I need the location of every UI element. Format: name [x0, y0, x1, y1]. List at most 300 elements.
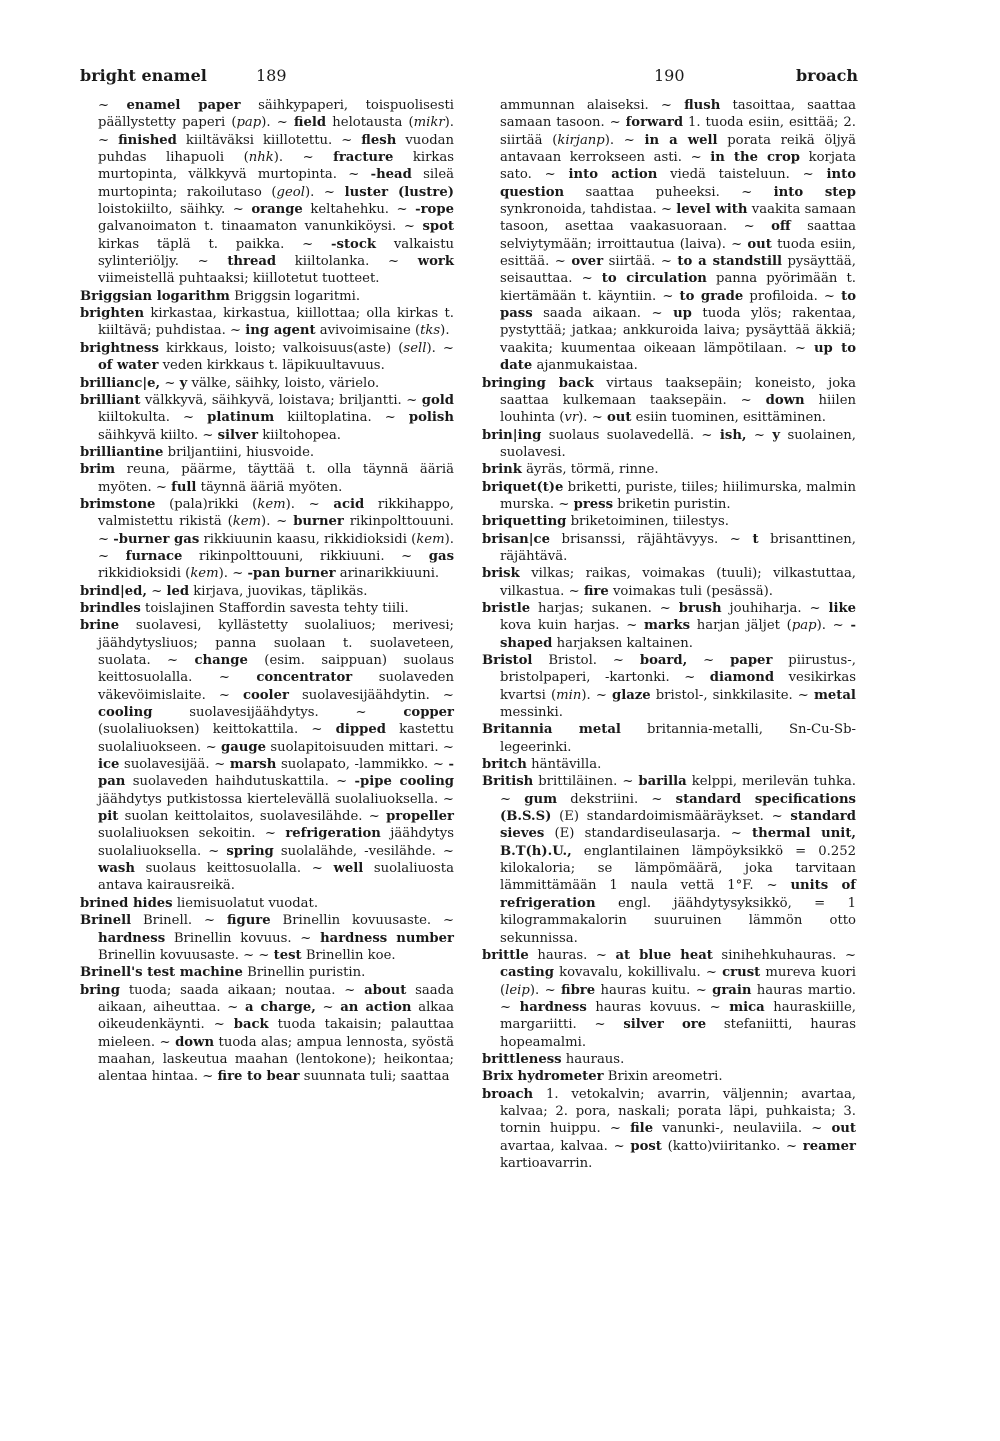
translation-text: .: [586, 687, 591, 703]
subentry-term: dipped: [335, 722, 386, 738]
translation-text: suolapitoisuuden mittari.: [270, 739, 439, 755]
headword: brighten: [80, 306, 145, 322]
translation-text: tuoda esiin, esittää.: [500, 236, 856, 270]
subentry-term: propeller: [386, 809, 454, 825]
subentry-term: burner: [293, 514, 344, 530]
translation-text: suolaliuosta antava kairausreikä.: [98, 861, 454, 894]
subentry-term: down: [175, 1034, 215, 1050]
subentry-term: -pan: [98, 757, 454, 790]
swung-dash: ~: [581, 271, 593, 287]
swung-dash: ~: [197, 254, 209, 270]
subentry-term: marsh: [229, 757, 277, 773]
swung-dash: ~: [595, 947, 607, 963]
headword: briquetting: [482, 514, 567, 530]
subentry-term: t: [752, 531, 759, 547]
translation-text: (suolaliuoksen) keittokattila.: [98, 722, 299, 738]
subentry-term: to circulation: [601, 271, 707, 287]
translation-text: .: [449, 115, 454, 131]
swung-dash: ~: [594, 1017, 606, 1033]
subentry-term: press: [573, 496, 614, 512]
translation-text: alkaa oikeudenkäynti.: [98, 999, 454, 1033]
swung-dash: ~: [98, 132, 110, 148]
translation-text: vesikirkas kvartsi: [500, 670, 856, 703]
dictionary-entry: ~ enamel paper säihkypaperi, toispuolisesti päällystetty paperi (pap). ~ field helotausta (mikr). ~ finished kiiltäväksi kiillotettu. ~ flesh vuodan puhdas lihapuoli (nhk). ~ fracture kirkas murtopinta, välkkyvä murtopinta. ~ -head sileä murtopinta; rakoilutaso (geol). ~ luster (lustre) loistokiilto, säihky. ~ orange keltahehku. ~ -rope galvanoimaton t. tinaamaton vanunkiköysi. ~ spot kirkas täplä t. paikka. ~ -stock valkaistu sylinteriöljy. ~ thread kiiltolanka. ~ work viimeistellä puhtaaksi; kiillotetut tuotteet.: [98, 98, 455, 287]
swung-dash: ~: [612, 653, 624, 668]
swung-dash: ~: [218, 670, 230, 686]
swung-dash: ~: [98, 548, 110, 564]
subentry-term: spot: [422, 219, 455, 235]
translation-text: .: [266, 115, 271, 131]
dictionary-entry: bringing back virtaus taaksepäin; koneisto, joka saattaa kulkemaan taaksepäin. ~ down hiilen louhinta (vr). ~ out esiin tuominen, esittäminen.: [482, 375, 856, 426]
header-right-page-number: 190: [654, 66, 685, 85]
subentry-term: post: [630, 1138, 662, 1154]
headword: brilliant: [80, 392, 141, 408]
swung-dash: ~: [183, 410, 195, 426]
translation-text: loistokiilto, säihky.: [98, 202, 226, 218]
swung-dash: ~: [322, 999, 334, 1015]
translation-text: hiilen louhinta: [500, 392, 856, 426]
subentry-term: fire to bear: [217, 1069, 300, 1085]
translation-text: kiiltäväksi kiillotettu.: [185, 132, 333, 148]
translation-text: välke, säihky, loisto, värielo.: [191, 375, 380, 391]
headword: britch: [482, 757, 527, 773]
headword: briquet(t)e: [482, 479, 564, 495]
subentry-term: grain: [712, 982, 752, 998]
dictionary-entry: [482, 1051, 856, 1068]
swung-dash: ~: [230, 323, 242, 339]
field-abbreviation: geol: [276, 184, 305, 200]
translation-text: kirjava, juovikas, täplikäs.: [193, 583, 368, 599]
headword: brim: [80, 462, 116, 478]
translation-text: sileä murtopinta; rakoilutaso: [98, 167, 454, 200]
translation-text: .: [223, 566, 228, 582]
translation-text: ammunnan alaiseksi.: [500, 98, 649, 113]
swung-dash: ~: [701, 427, 713, 443]
subentry-term: standard sieves: [500, 809, 856, 842]
swung-dash: ~: [232, 566, 244, 582]
swung-dash: ~: [609, 1121, 621, 1137]
dictionary-entry: [80, 964, 454, 981]
subentry-term: brush: [678, 600, 722, 616]
subentry-term: gold: [421, 392, 454, 408]
translation-text: Brinellin koe.: [305, 947, 396, 963]
dictionary-entry: brimstone (pala)rikki (kem). ~ acid rikkihappo, valmistettu rikistä (kem). ~ burner rikinpolttouuni. ~ -burner gas rikkiuunin kaasu, rikkidioksidi (kem). ~ furnace rikinpolttouuni, rikkiuuni. ~ gas rikkidioksidi (kem). ~ -pan burner arinarikkiuuni.: [80, 496, 454, 582]
dictionary-entry: [482, 531, 856, 566]
translation-text: suolaveden väkevöimislaite.: [98, 670, 454, 703]
subentry-term: like: [828, 600, 856, 616]
subentry-term: thread: [227, 254, 277, 270]
translation-text: suolan keittolaitos, suolavesilähde.: [124, 809, 363, 825]
subentry-term: -stock: [331, 236, 376, 252]
translation-text: sinihehkuhauras.: [721, 947, 837, 963]
translation-text: porata reikä öljyä antavaan kerrokseen asti.: [500, 132, 856, 166]
swung-dash: ~: [442, 340, 454, 356]
subentry-term: diamond: [709, 670, 775, 686]
swung-dash: ~: [651, 306, 663, 322]
headword: bringing back: [482, 375, 594, 391]
subentry-term: into step: [773, 184, 856, 200]
field-abbreviation: pap: [236, 115, 262, 131]
translation-text: kastettu suolaliuokseen.: [98, 722, 454, 755]
translation-text: kelppi, merilevän tuhka.: [691, 774, 857, 790]
subentry-term: casting: [500, 965, 554, 981]
swung-dash: ~: [227, 999, 239, 1015]
swung-dash: ~: [740, 392, 752, 408]
swung-dash: ~: [609, 115, 621, 131]
translation-text: .: [266, 514, 271, 530]
translation-text: tuoda ylös; rakentaa, pystyttää; jatkaa; ankkuroida laiva; pysäyttää äkkiä; vaakita; kuumentaa oikeaan lämpötilaan.: [500, 306, 856, 356]
swung-dash: ~: [794, 340, 806, 356]
subentry-term: hardness: [519, 999, 587, 1015]
translation-text: hauras.: [537, 947, 588, 963]
swung-dash: ~: [660, 254, 672, 270]
translation-text: (pala)rikki: [169, 496, 239, 512]
swung-dash: ~: [387, 254, 400, 270]
translation-text: brittiläinen.: [538, 774, 618, 790]
swung-dash: ~: [626, 618, 638, 634]
subentry-term: -rope: [415, 202, 454, 218]
swung-dash: ~: [662, 288, 674, 304]
subentry-term: file: [630, 1121, 654, 1137]
translation-text: kirkas täplä t. paikka.: [98, 236, 285, 252]
swung-dash: ~: [811, 1121, 823, 1137]
dictionary-entry: [482, 513, 856, 530]
swung-dash: ~: [730, 826, 742, 842]
headword: brined hides: [80, 895, 173, 911]
subentry-term: into action: [568, 167, 658, 183]
translation-text: brisanssi, räjähtävyys.: [561, 531, 719, 547]
subentry-term: silver: [217, 427, 259, 443]
translation-text: saada aikaan, aiheuttaa.: [98, 982, 454, 1015]
swung-dash: ~: [622, 774, 634, 790]
translation-text: kiiltohopea.: [262, 427, 341, 443]
dictionary-entry: ammunnan alaiseksi. ~ flush tasoittaa, saattaa samaan tasoon. ~ forward 1. tuoda esiin, esittää; 2. siirtää (kirjanp). ~ in a well porata reikä öljyä antavaan kerrokseen asti. ~ in the crop korjata sato. ~ into action viedä taisteluun. ~ into question saattaa puheeksi. ~ into step synkronoida, tahdistaa. ~ level with vaakita samaan tasoon, asettaa vaakasuoraan. ~ off saattaa selviytymään; irroittautua (laiva). ~ out tuoda esiin, esittää. ~ over siirtää. ~ to a standstill pysäyttää, seisauttaa. ~ to circulation panna pyörimään t. kiertämään t. käyntiin. ~ to grade profiloida. ~ to pass saada aikaan. ~ up tuoda ylös; rakentaa, pystyttää; jatkaa; ankkuroida laiva; pysäyttää äkkiä; vaakita; kuumentaa oikeaan lämpötilaan. ~ up to date ajanmukaistaa.: [500, 98, 857, 374]
subentry-term: -pan burner: [247, 566, 336, 582]
translation-text: suolaveden haihdutuskattila.: [132, 774, 329, 790]
headword: brillianc|e,: [80, 375, 161, 391]
swung-dash: ~: [785, 1138, 798, 1154]
swung-dash: ~: [743, 219, 755, 235]
subentry-term: up to date: [500, 340, 857, 374]
subentry-term: thermal unit, B.T(h).U.,: [500, 826, 856, 859]
translation-text: synkronoida, tahdistaa.: [500, 202, 657, 218]
subentry-term: concentrator: [256, 670, 353, 686]
subentry-term: into question: [500, 167, 856, 200]
dictionary-entry: brighten kirkastaa, kirkastua, kiillottaa; olla kirkas t. kiiltävä; puhdistaa. ~ ing agent avivoimisaine (tks).: [80, 306, 454, 339]
subentry-term: reamer: [802, 1138, 856, 1154]
headword: brilliantine: [80, 444, 164, 460]
translation-text: (katto)viiritanko.: [667, 1138, 781, 1154]
subentry-term: an action: [340, 999, 412, 1015]
subentry-term: enamel paper: [126, 98, 241, 113]
swung-dash: ~: [323, 184, 335, 200]
subentry-term: mica: [729, 999, 765, 1015]
translation-text: vuodan puhdas lihapuoli: [98, 132, 454, 166]
swung-dash: ~: [709, 999, 721, 1015]
swung-dash: ~: [203, 913, 216, 929]
translation-text: .: [583, 410, 588, 426]
dictionary-entry: [80, 982, 454, 1086]
subentry-term: full: [171, 479, 197, 495]
subentry-term: y: [179, 375, 188, 391]
dictionary-entry: brightness kirkkaus, loisto; valkoisuus(aste) (sell). ~ of water veden kirkkaus t. läpikuultavuus.: [80, 340, 454, 374]
header-right-word: broach: [795, 66, 858, 85]
left-column: [80, 97, 454, 1086]
translation-text: .: [290, 496, 295, 512]
subentry-term: furnace: [125, 548, 183, 564]
translation-text: briljantiini, hiusvoide.: [167, 444, 315, 460]
translation-text: briketin puristin.: [617, 496, 731, 512]
headword: bristle: [482, 600, 531, 616]
swung-dash: ~: [568, 583, 580, 599]
translation-text: rikinpolttouuni, rikkiuuni.: [199, 548, 385, 564]
translation-text: .: [449, 531, 454, 547]
subentry-term: -shaped: [500, 618, 856, 651]
swung-dash: ~: [695, 982, 707, 998]
subentry-term: pit: [98, 809, 119, 825]
subentry-term: over: [571, 254, 604, 270]
swung-dash: ~: [651, 791, 663, 807]
subentry-term: ing agent: [245, 323, 316, 339]
headword: brind|ed,: [80, 583, 147, 599]
field-abbreviation: mikr: [413, 115, 445, 131]
translation-text: Brinellin kovuus.: [173, 930, 292, 946]
translation-text: hauras martio.: [756, 982, 856, 998]
subentry-term: fracture: [333, 150, 394, 166]
translation-text: välkkyvä, säihkyvä, loistava; briljantti.: [144, 392, 402, 408]
subentry-term: -burner gas: [113, 531, 200, 547]
translation-text: tuoda alas; ampua lennosta, syöstä maahan, laskeutua maahan (lentokone); heikontaa; alentaa hintaa.: [98, 1034, 454, 1085]
subentry-term: off: [771, 219, 791, 235]
swung-dash: ~: [623, 132, 635, 148]
swung-dash: ~: [218, 687, 230, 703]
swung-dash: ~: [558, 496, 570, 512]
swung-dash: ~: [311, 722, 323, 738]
subentry-term: copper: [403, 705, 454, 721]
swung-dash: ~: [213, 1017, 225, 1033]
translation-text: korjata sato.: [500, 150, 856, 183]
swung-dash: ~: [660, 98, 672, 113]
translation-text: vaakita samaan tasoon, asettaa vaakasuoraan.: [500, 202, 856, 235]
swung-dash: ~: [613, 1138, 625, 1154]
dictionary-entry: [80, 392, 454, 444]
subentry-term: acid: [333, 496, 365, 512]
dictionary-entry: [482, 461, 856, 478]
translation-text: englantilainen lämpöyksikkö = 0.252 kilokaloria; se lämpömäärä, joka tarvitaan lämmittämään 1 naula vettä 1°F.: [500, 843, 856, 894]
swung-dash: ~: [554, 254, 566, 270]
headword: Brinell's test machine: [80, 965, 243, 981]
translation-text: rikkihappo, valmistettu rikistä: [98, 496, 454, 530]
headword: British: [482, 774, 534, 790]
translation-text: suolapato, -lammikko.: [280, 757, 429, 773]
subentry-term: paper: [730, 653, 773, 668]
translation-text: pysäyttää, seisauttaa.: [500, 254, 856, 287]
subentry-term: out: [747, 236, 772, 252]
translation-text: kiiltoplatina.: [287, 410, 372, 426]
translation-text: 1. tuoda esiin, esittää; 2. siirtää: [500, 115, 856, 148]
subentry-term: glaze: [611, 687, 651, 703]
headword: brimstone: [80, 496, 156, 512]
subentry-term: orange: [251, 202, 303, 218]
translation-text: harjas; sukanen.: [538, 600, 652, 616]
field-abbreviation: vr: [564, 410, 579, 426]
translation-text: (esim. saippuan) suolaus keittosuolalla.: [98, 653, 454, 686]
translation-text: Brinellin puristin.: [247, 965, 366, 981]
translation-text: .: [431, 340, 436, 356]
swung-dash: ~: [544, 167, 556, 183]
translation-text: stefaniitti, hauras hopeamalmi.: [500, 1017, 856, 1050]
headword: Briggsian logarithm: [80, 288, 230, 304]
headword: brine: [80, 618, 120, 634]
subentry-term: standard specifications (B.S.S): [500, 791, 856, 825]
subentry-term: about: [364, 982, 407, 998]
swung-dash: ~: [703, 653, 715, 668]
translation-text: reuna, päärme, täyttää t. olla täynnä ääriä myöten.: [98, 462, 454, 495]
swung-dash: ~: [205, 739, 217, 755]
dictionary-entry: bristle harjas; sukanen. ~ brush jouhiharja. ~ like kova kuin harjas. ~ marks harjan jäljet (pap). ~ -shaped harjaksen kaltainen.: [482, 600, 856, 651]
swung-dash: ~: [98, 531, 110, 547]
field-abbreviation: kem: [416, 531, 445, 547]
swung-dash: ~: [797, 687, 809, 703]
translation-text: tuoda; saada aikaan; noutaa.: [128, 982, 336, 998]
translation-text: harjaksen kaltainen.: [556, 635, 693, 651]
translation-text: kirkas murtopinta, välkkyvä murtopinta.: [98, 150, 454, 183]
swung-dash: ~: [500, 791, 512, 807]
swung-dash: ~: [690, 150, 702, 166]
subentry-term: spring: [226, 843, 274, 859]
subentry-term: ice: [98, 757, 120, 773]
translation-text: saattaa puheeksi.: [585, 184, 720, 200]
field-abbreviation: leip: [505, 982, 530, 998]
field-abbreviation: tks: [420, 323, 441, 339]
swung-dash: ~: [341, 132, 353, 148]
translation-text: kovavalu, kokillivalu.: [559, 965, 701, 981]
swung-dash: ~: [159, 1034, 171, 1050]
translation-text: profiloida.: [749, 288, 818, 304]
subentry-term: well: [333, 861, 364, 877]
field-abbreviation: nhk: [248, 150, 274, 166]
subentry-term: in the crop: [710, 150, 800, 166]
swung-dash: ~: [311, 861, 323, 877]
swung-dash: ~: [442, 791, 454, 807]
headword: brisk: [482, 566, 520, 582]
swung-dash: ~: [214, 757, 226, 773]
translation-text: engl. jäähdytysyksikkö, = 1 kilogrammakalorin suuruinen lämmön otto sekunnissa.: [500, 895, 856, 946]
headword: brink: [482, 462, 522, 478]
translation-text: voimakas tuli (pesässä).: [612, 583, 773, 599]
translation-text: jäähdytys putkistossa kiertelevällä suolaliuoksella.: [98, 791, 439, 807]
translation-text: saada aikaan.: [543, 306, 641, 322]
translation-text: Brinellin kovuusaste.: [282, 913, 432, 929]
swung-dash: ~: [753, 427, 765, 443]
subentry-term: gauge: [221, 739, 266, 755]
translation-text: galvanoimaton t. tinaamaton vanunkiköysi.: [98, 219, 397, 235]
translation-text: rikinpolttouuni.: [349, 514, 454, 530]
translation-text: Bristol.: [548, 653, 597, 668]
swung-dash: ~: [308, 496, 320, 512]
headword: brindles: [80, 600, 141, 616]
dictionary-entry: [482, 773, 856, 946]
swung-dash: ~: [396, 202, 408, 218]
swung-dash: ~: [729, 531, 741, 547]
translation-text: Brinellin kovuusaste.: [98, 947, 239, 963]
subentry-term: up: [673, 306, 692, 322]
swung-dash: ~: [660, 202, 673, 218]
translation-text: suolaliuoksen sekoitin.: [98, 826, 256, 842]
subentry-term: board,: [639, 653, 688, 668]
headword: brightness: [80, 340, 159, 356]
subentry-term: in a well: [644, 132, 718, 148]
swung-dash: ~: [442, 739, 454, 755]
subentry-term: metal: [813, 687, 856, 703]
translation-text: suolavesijäähdytin.: [301, 687, 430, 703]
translation-text: tuoda takaisin; palauttaa mieleen.: [98, 1017, 454, 1050]
swung-dash: ~: [202, 427, 214, 443]
swung-dash: ~: [384, 410, 396, 426]
subentry-term: figure: [226, 913, 271, 929]
subentry-term: fibre: [560, 982, 596, 998]
swung-dash: ~: [208, 843, 220, 859]
dictionary-entry: [482, 1086, 856, 1173]
dictionary-entry: [482, 565, 856, 600]
dictionary-entry: [80, 583, 454, 600]
dictionary-entry: [80, 895, 454, 912]
translation-text: hauraus.: [565, 1051, 625, 1067]
dictionary-entry: [80, 461, 454, 496]
translation-text: hauras kuitu.: [600, 982, 691, 998]
subentry-term: at blue heat: [615, 947, 713, 963]
translation-text: suolaus keittosuolalla.: [145, 861, 302, 877]
dictionary-entry: [80, 617, 454, 895]
translation-text: säihkypaperi, toispuolisesti päällystetty paperi: [98, 98, 454, 131]
swung-dash: ~: [264, 826, 276, 842]
translation-text: suolaus suolavedellä.: [548, 427, 695, 443]
dictionary-entry: [80, 444, 454, 461]
translation-text: suunnata tuli; saattaa: [303, 1069, 450, 1085]
subentry-term: gas: [428, 548, 454, 564]
translation-text: .: [445, 323, 450, 339]
field-abbreviation: kem: [257, 496, 286, 512]
translation-text: ajanmukaistaa.: [536, 358, 638, 374]
swung-dash: ~: [766, 878, 778, 894]
translation-text: Brixin areometri.: [607, 1069, 723, 1085]
swung-dash: ~: [232, 202, 244, 218]
subentry-term: wash: [98, 861, 135, 877]
translation-text: bristol-, sinkkilasite.: [655, 687, 793, 703]
subentry-term: flesh: [361, 132, 397, 148]
swung-dash: ~: [705, 965, 717, 981]
swung-dash: ~: [302, 236, 314, 252]
subentry-term: of water: [98, 358, 159, 374]
translation-text: rikkiuunin kaasu, rikkidioksidi: [203, 531, 407, 547]
subentry-term: out: [606, 410, 632, 426]
translation-text: hauraskiille, margariitti.: [500, 999, 856, 1033]
headword: brisan|ce: [482, 531, 550, 547]
translation-text: messinki.: [500, 705, 563, 721]
translation-text: .: [310, 184, 315, 200]
translation-text: .: [535, 982, 540, 998]
subentry-term: work: [417, 254, 454, 270]
translation-text: .: [278, 150, 284, 166]
subentry-term: barilla: [638, 774, 687, 790]
translation-text: kartioavarrin.: [500, 1155, 593, 1171]
subentry-term: to grade: [679, 288, 744, 304]
translation-text: (E) standardiseulasarja.: [554, 826, 721, 842]
subentry-term: field: [293, 115, 327, 131]
translation-text: viedä taisteluun.: [670, 167, 790, 183]
subentry-term: down: [765, 392, 805, 408]
subentry-term: led: [166, 583, 190, 599]
